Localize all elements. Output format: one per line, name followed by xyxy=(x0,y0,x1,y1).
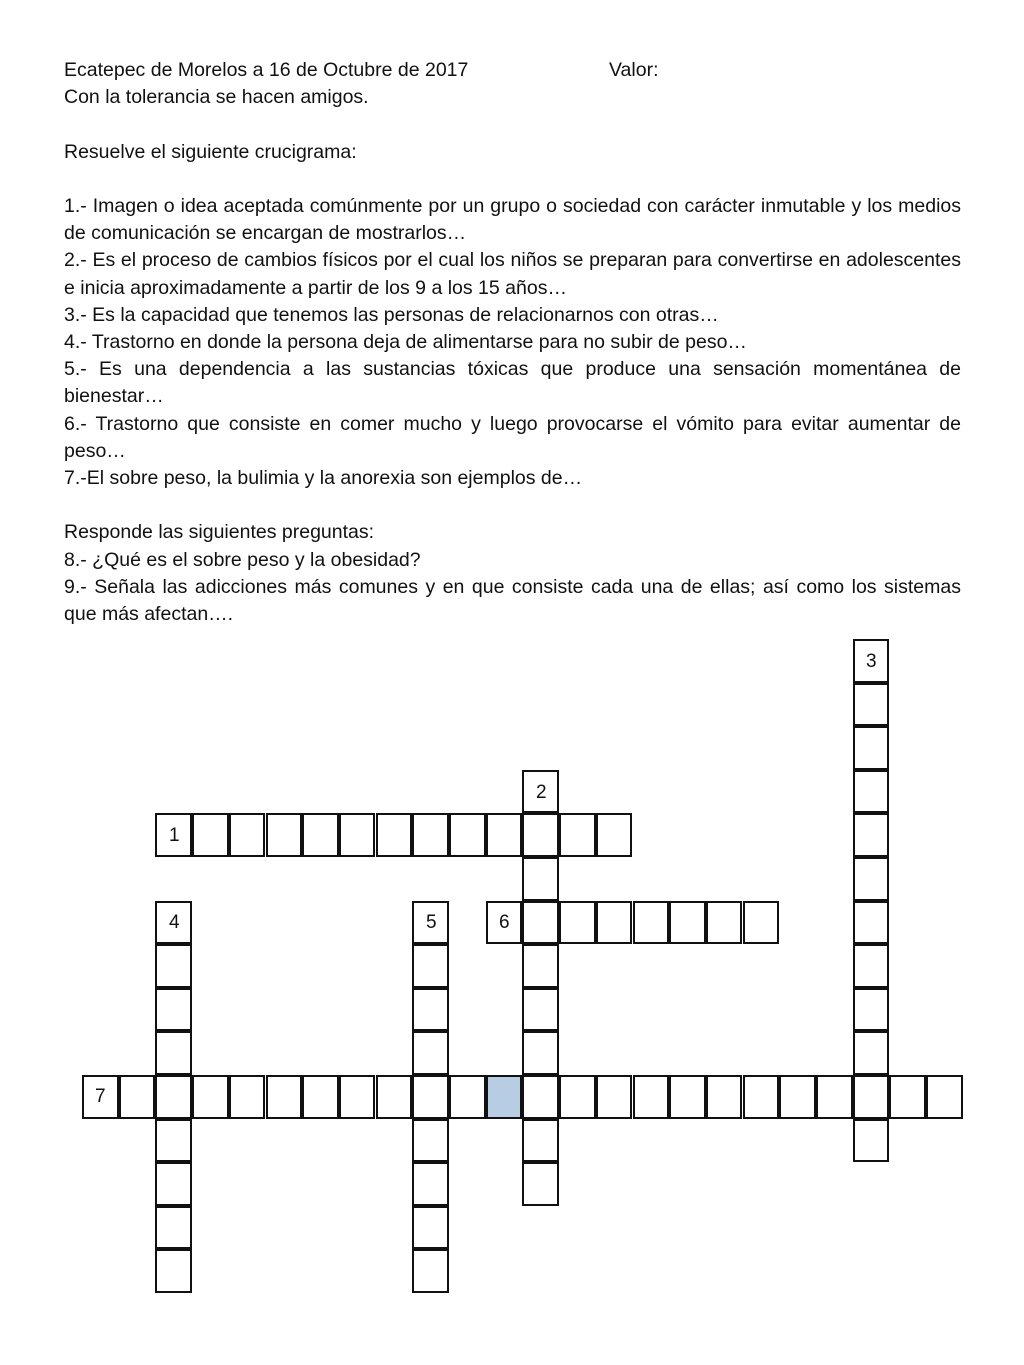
crossword-cell[interactable] xyxy=(596,813,633,857)
crossword-cell[interactable] xyxy=(559,1075,596,1119)
crossword-cell[interactable] xyxy=(669,901,706,945)
crossword-cell[interactable] xyxy=(155,988,192,1032)
crossword-cell[interactable] xyxy=(192,1075,229,1119)
clue-6: 6.- Trastorno que consiste en comer mucho y luego provocarse el vómito para evitar aumentar de peso… xyxy=(64,412,961,462)
crossword-cell[interactable] xyxy=(743,901,780,945)
question-9: 9.- Señala las adicciones más comunes y en que consiste cada una de ellas; así como los sistemas que más afectan…. xyxy=(64,575,961,626)
value-label: Valor: xyxy=(609,59,659,81)
crossword-cell[interactable] xyxy=(229,1075,266,1119)
crossword-cell[interactable] xyxy=(266,813,303,857)
clue-7: 7.-El sobre peso, la bulimia y la anorexia son ejemplos de… xyxy=(64,467,583,490)
crossword-cell[interactable] xyxy=(339,813,376,857)
crossword-cell[interactable] xyxy=(633,901,670,945)
crossword-cell[interactable] xyxy=(522,988,559,1032)
crossword-cell[interactable] xyxy=(266,1075,303,1119)
crossword-cell[interactable] xyxy=(853,683,890,727)
crossword-cell[interactable] xyxy=(853,726,890,770)
crossword-cell[interactable] xyxy=(633,1075,670,1119)
crossword-cell[interactable] xyxy=(412,1206,449,1250)
crossword-cell[interactable] xyxy=(412,988,449,1032)
crossword-cell[interactable] xyxy=(412,1249,449,1293)
crossword-cell[interactable] xyxy=(853,813,890,857)
crossword-cell[interactable] xyxy=(412,1162,449,1206)
crossword-cell[interactable] xyxy=(155,1206,192,1250)
crossword-cell[interactable] xyxy=(853,988,890,1032)
crossword-cell[interactable] xyxy=(449,813,486,857)
crossword-cell[interactable] xyxy=(853,857,890,901)
crossword-cell[interactable] xyxy=(853,901,890,945)
clue-5: 5.- Es una dependencia a las sustancias tóxicas que produce una sensación momentánea de bienestar… xyxy=(64,358,961,408)
crossword-cell[interactable] xyxy=(522,813,559,857)
crossword-cell[interactable] xyxy=(522,944,559,988)
crossword-cell[interactable] xyxy=(155,944,192,988)
crossword-cell[interactable] xyxy=(486,1075,523,1119)
crossword-cell[interactable] xyxy=(229,813,266,857)
crossword-cell[interactable] xyxy=(522,857,559,901)
crossword-cell[interactable] xyxy=(853,770,890,814)
crossword-cell[interactable] xyxy=(119,1075,156,1119)
clue-2: 2.- Es el proceso de cambios físicos por el cual los niños se preparan para convertirse en adolescentes e inicia aproximadamente a partir de los 9 a los 15 años… xyxy=(64,249,961,299)
crossword-cell[interactable] xyxy=(706,1075,743,1119)
crossword-cell[interactable] xyxy=(449,1075,486,1119)
grid-number-1: 1 xyxy=(169,825,180,846)
clue-3: 3.- Es la capacidad que tenemos las personas de relacionarnos con otras… xyxy=(64,303,719,326)
crossword-cell[interactable] xyxy=(559,813,596,857)
crossword-cell[interactable] xyxy=(192,813,229,857)
crossword-cell[interactable] xyxy=(522,1162,559,1206)
crossword-cell[interactable] xyxy=(412,1031,449,1075)
crossword-cell[interactable] xyxy=(412,813,449,857)
grid-number-7: 7 xyxy=(95,1086,106,1107)
crossword-cell[interactable] xyxy=(155,1075,192,1119)
crossword-cell[interactable] xyxy=(155,1119,192,1163)
crossword-cell[interactable] xyxy=(302,813,339,857)
crossword-cell[interactable] xyxy=(559,901,596,945)
grid-number-3: 3 xyxy=(866,651,877,672)
grid-number-4: 4 xyxy=(169,912,180,933)
place-date: Ecatepec de Morelos a 16 de Octubre de 2017 xyxy=(64,59,469,81)
crossword-cell[interactable] xyxy=(816,1075,853,1119)
crossword-cell[interactable] xyxy=(926,1075,963,1119)
crossword-cell[interactable] xyxy=(889,1075,926,1119)
grid-number-5: 5 xyxy=(426,912,437,933)
crossword-cell[interactable] xyxy=(706,901,743,945)
clue-4: 4.- Trastorno en donde la persona deja de alimentarse para no subir de peso… xyxy=(64,331,747,353)
questions-instruction: Responde las siguientes preguntas: xyxy=(64,521,375,544)
grid-number-2: 2 xyxy=(536,782,547,803)
crossword-cell[interactable] xyxy=(853,1075,890,1119)
crossword-cell[interactable] xyxy=(412,1075,449,1119)
crossword-cell[interactable] xyxy=(596,901,633,945)
crossword-cell[interactable] xyxy=(522,1031,559,1075)
crossword-cell[interactable] xyxy=(743,1075,780,1119)
question-8: 8.- ¿Qué es el sobre peso y la obesidad? xyxy=(64,548,421,571)
crossword-cell[interactable] xyxy=(522,1119,559,1163)
crossword-cell[interactable] xyxy=(596,1075,633,1119)
crossword-cell[interactable] xyxy=(779,1075,816,1119)
crossword-cell[interactable] xyxy=(412,944,449,988)
crossword-cell[interactable] xyxy=(376,1075,413,1119)
crossword-cell[interactable] xyxy=(669,1075,706,1119)
crossword-instruction: Resuelve el siguiente crucigrama: xyxy=(64,140,357,163)
crossword-cell[interactable] xyxy=(376,813,413,857)
crossword-cell[interactable] xyxy=(155,1249,192,1293)
crossword-cell[interactable] xyxy=(853,1119,890,1163)
crossword-cell[interactable] xyxy=(853,1031,890,1075)
crossword-cell[interactable] xyxy=(486,813,523,857)
motto: Con la tolerancia se hacen amigos. xyxy=(64,86,369,109)
grid-number-6: 6 xyxy=(499,912,510,933)
crossword-cell[interactable] xyxy=(339,1075,376,1119)
crossword-cell[interactable] xyxy=(412,1119,449,1163)
crossword-cell[interactable] xyxy=(522,901,559,945)
crossword-cell[interactable] xyxy=(155,1031,192,1075)
crossword-cell[interactable] xyxy=(155,1162,192,1206)
crossword-cell[interactable] xyxy=(853,944,890,988)
crossword-cell[interactable] xyxy=(522,1075,559,1119)
clue-1: 1.- Imagen o idea aceptada comúnmente por un grupo o sociedad con carácter inmutable y los medios de comunicación se encargan de mostrarlos… xyxy=(64,194,961,245)
crossword-cell[interactable] xyxy=(302,1075,339,1119)
